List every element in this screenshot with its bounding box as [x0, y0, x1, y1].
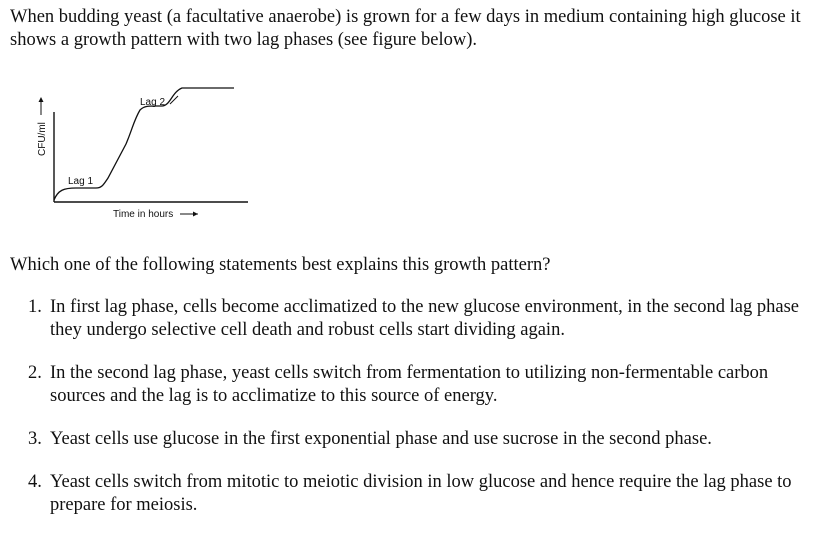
lag2-label: Lag 2 — [140, 97, 166, 108]
option-text: In the second lag phase, yeast cells switch from fermentation to utilizing non-fermentable carbon sources and the lag is to acclimatize to this source of energy. — [50, 363, 769, 406]
intro-text: When budding yeast (a facultative anaerobe) is grown for a few days in medium containing high glucose it shows a growth pattern with two lag phases (see figure below). — [10, 7, 801, 50]
option-number: 2. — [28, 363, 42, 383]
option-4[interactable] — [28, 471, 813, 517]
option-3[interactable] — [28, 428, 813, 451]
x-axis-label: Time in hours — [113, 209, 174, 220]
y-axis-label: CFU/ml — [37, 122, 48, 156]
option-text: Yeast cells switch from mitotic to meiotic division in low glucose and hence require the lag phase to prepare for meiosis. — [50, 472, 792, 515]
option-number: 1. — [28, 297, 42, 317]
growth-curve-figure — [30, 80, 260, 230]
option-number: 3. — [28, 429, 42, 449]
growth-curve-svg — [30, 80, 260, 230]
lag1-label: Lag 1 — [68, 176, 94, 187]
option-text: In first lag phase, cells become acclimatized to the new glucose environment, in the second lag phase they undergo selective cell death and robust cells start dividing again. — [50, 297, 799, 340]
option-1[interactable] — [28, 296, 813, 342]
option-text: Yeast cells use glucose in the first exponential phase and use sucrose in the second phase. — [50, 429, 712, 449]
y-arrow-head — [39, 97, 44, 102]
option-number: 4. — [28, 472, 42, 492]
option-2[interactable] — [28, 362, 813, 408]
x-arrow-head — [193, 212, 198, 217]
answer-options — [28, 296, 813, 537]
lag2-pointer — [170, 96, 178, 104]
question-text: Which one of the following statements best explains this growth pattern? — [10, 255, 551, 275]
